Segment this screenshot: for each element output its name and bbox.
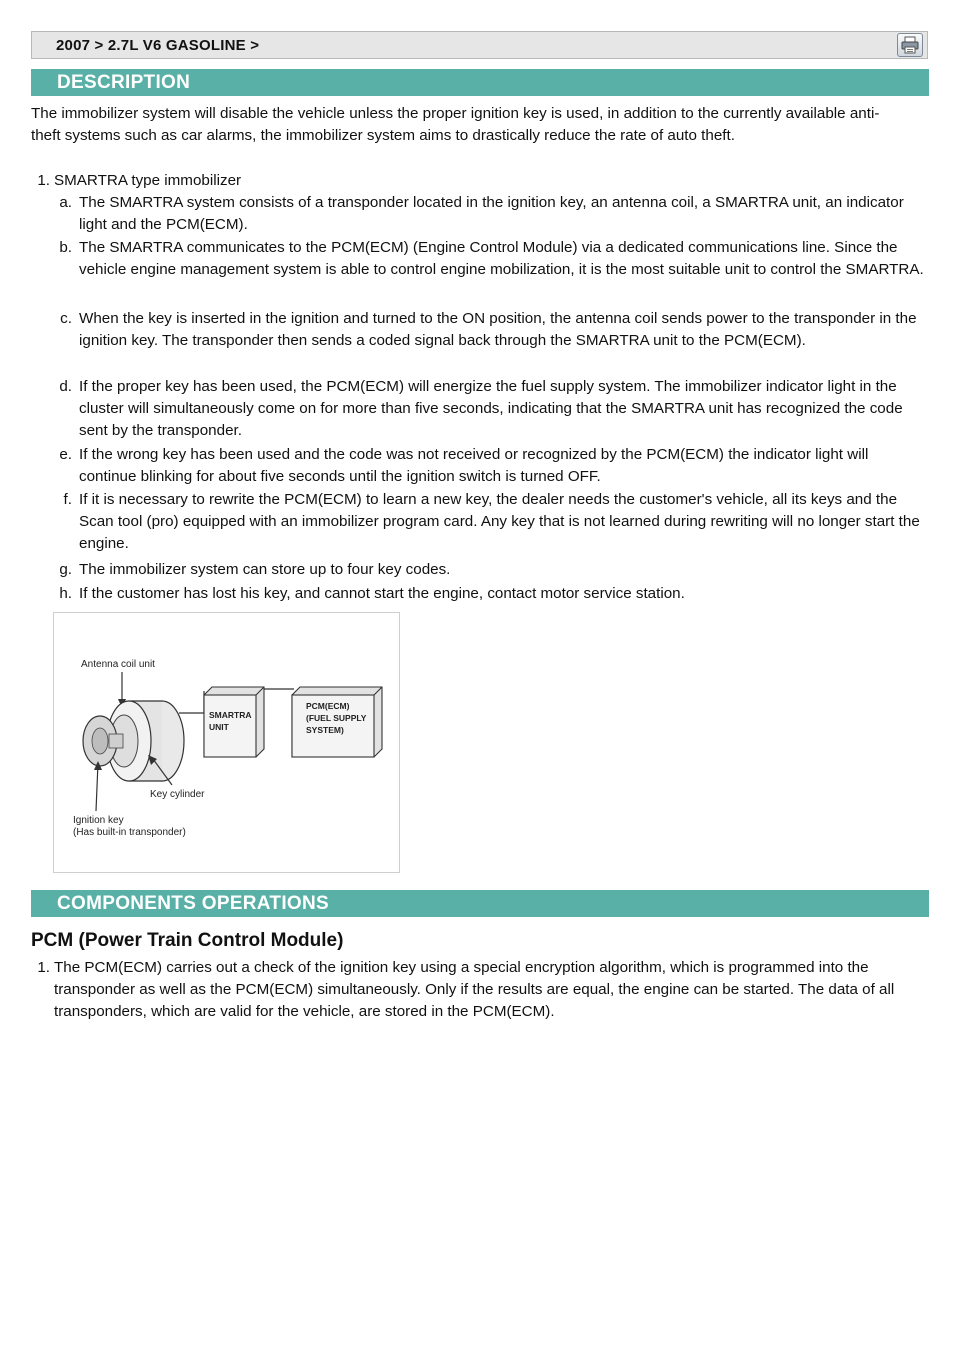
subitem-text: If the proper key has been used, the PCM(ECM) will energize the fuel supply system. The immobilizer indicator light in the cluster will simultaneously come on for more than five seconds, indicating that the SMARTRA unit has recognized the code sent by the transponder. [79,378,903,440]
fuel-supply-label: (FUEL SUPPLY [306,713,367,723]
printer-icon [901,36,919,54]
subitem-marker: g. [59,561,72,578]
subitem-marker: e. [59,446,72,463]
ignition-key-label: Ignition key [73,815,124,826]
subitem-text: If the wrong key has been used and the code was not received or recognized by the PCM(ECM) the indicator light will continue blinking for about five seconds until the ignition switch is turned OFF. [79,446,869,486]
transponder-label: (Has built-in transponder) [73,827,186,838]
subitem-marker: d. [59,378,72,395]
components-title: COMPONENTS OPERATIONS [57,893,329,914]
list-marker: 1. [37,959,50,976]
subitem-marker: f. [63,491,72,508]
immobilizer-diagram [53,612,400,873]
subitem-text: The immobilizer system can store up to four key codes. [79,561,451,578]
antenna-coil-label: Antenna coil unit [81,659,155,670]
subitem-text: The SMARTRA system consists of a transponder located in the ignition key, an antenna coil, a SMARTRA unit, an indicator light and the PCM(ECM). [79,194,904,234]
pcm-subheading: PCM (Power Train Control Module) [31,930,344,951]
subitem-marker: h. [59,585,72,602]
smartra-unit-label: UNIT [209,722,229,732]
list-item-text: SMARTRA type immobilizer [54,172,242,189]
pcm-ecm-box [292,687,382,757]
description-section-header [31,69,929,96]
breadcrumb-text[interactable]: 2007 > 2.7L V6 GASOLINE > [56,37,260,54]
smartra-unit-box [204,687,264,757]
print-button[interactable] [897,33,923,57]
description-intro: The immobilizer system will disable the vehicle unless the proper ignition key is used, in addition to the currently available anti-theft systems such as car alarms, the immobilizer system aims to drastically reduce the rate of auto theft. [31,105,880,145]
breadcrumb [31,31,928,59]
subitem-text: If the customer has lost his key, and cannot start the engine, contact motor service station. [79,585,685,602]
pcm-label: PCM(ECM) [306,701,350,711]
smartra-label: SMARTRA [209,710,252,720]
subitem-marker: b. [59,239,72,256]
description-title: DESCRIPTION [57,72,191,93]
system-label: SYSTEM) [306,725,344,735]
list-item-text: The PCM(ECM) carries out a check of the ignition key using a special encryption algorithm, which is programmed into the transponder as well as the PCM(ECM) simultaneously. Only if the results are equal, the engine can be started. The data of all transponders, which are valid for the vehicle, are stored in the PCM(ECM). [54,959,895,1021]
subitem-text: If it is necessary to rewrite the PCM(ECM) to learn a new key, the dealer needs the customer's vehicle, all its keys and the Scan tool (pro) equipped with an immobilizer program card. Any key that is not learned during rewriting will no longer start the engine. [79,491,920,553]
list-marker: 1. [37,172,50,189]
subitem-marker: c. [60,310,72,327]
subitem-marker: a. [59,194,72,211]
subitem-text: The SMARTRA communicates to the PCM(ECM) (Engine Control Module) via a dedicated communications line. Since the vehicle engine management system is able to control engine mobilization, it is the most suitable unit to control the SMARTRA. [79,239,924,279]
subitem-text: When the key is inserted in the ignition and turned to the ON position, the antenna coil sends power to the transponder in the ignition key. The transponder then sends a coded signal back through the SMARTRA unit to the PCM(ECM). [79,310,917,350]
key-cylinder-label: Key cylinder [150,789,205,800]
components-section-header [31,890,929,917]
